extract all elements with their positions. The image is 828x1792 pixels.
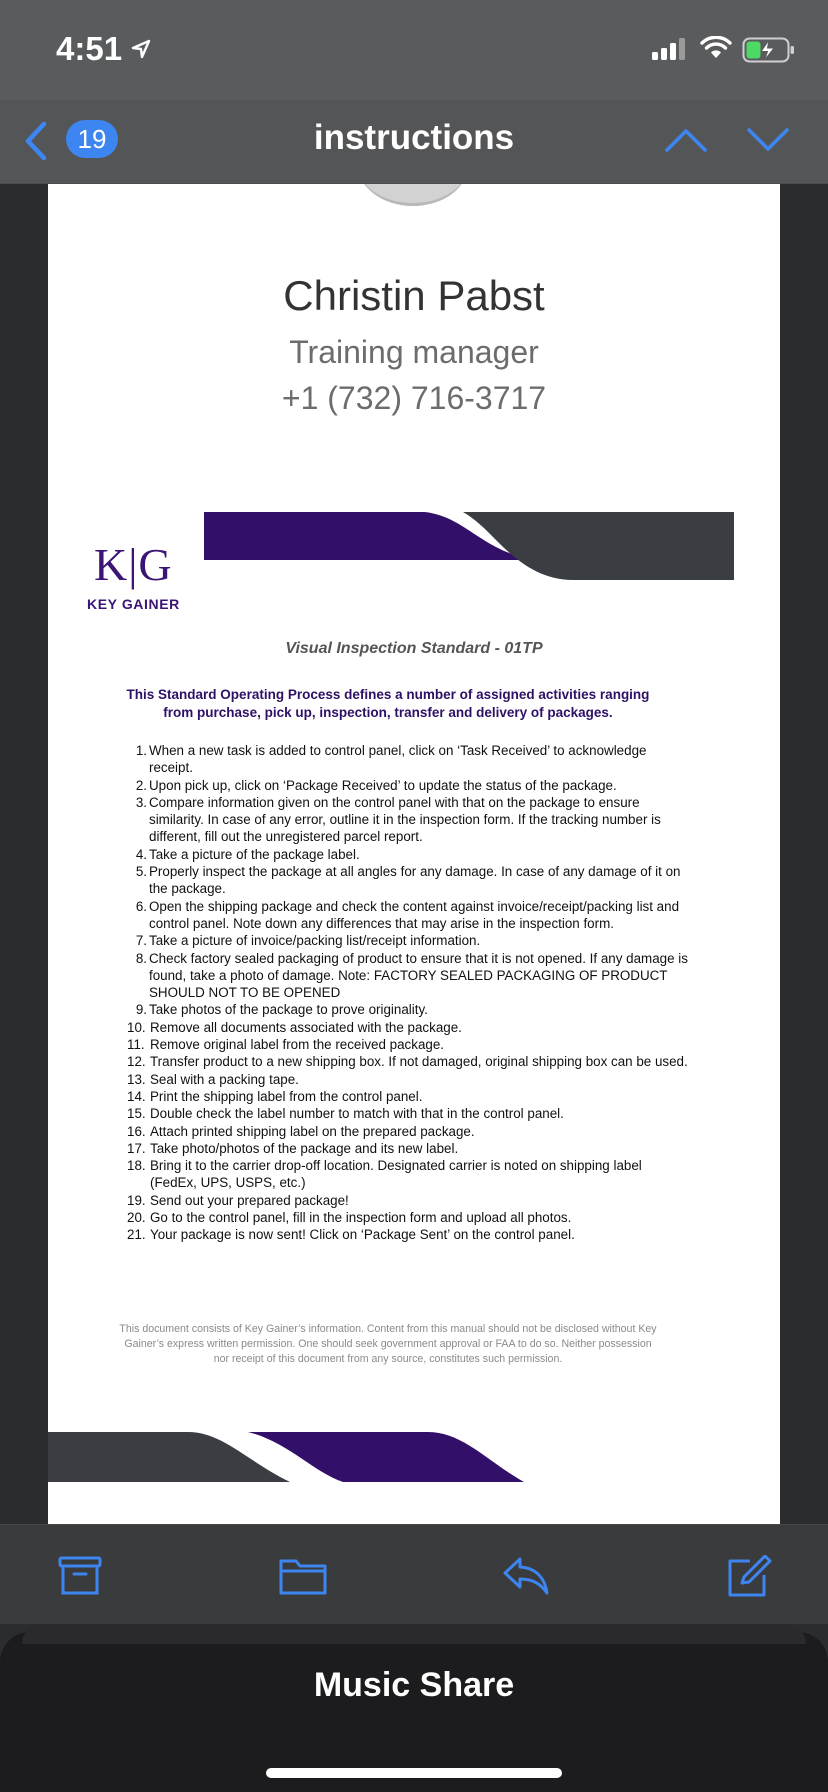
- document-title: Visual Inspection Standard - 01TP: [285, 640, 543, 657]
- list-item: 3. Compare information given on the control panel with that on the package to ensure similarity. In case of any error, outline it in the inspection form. If the tracking number is different, fill out the unregistered parcel report.: [135, 794, 661, 845]
- battery-charging-icon: [742, 37, 796, 63]
- list-item: 9. Take photos of the package to prove originality.: [135, 1002, 428, 1018]
- navigation-bar: [0, 100, 828, 184]
- list-item: 20. Go to the control panel, fill in the inspection form and upload all photos.: [127, 1210, 572, 1226]
- list-item: 13. Seal with a packing tape.: [127, 1071, 299, 1087]
- list-item: 17. Take photo/photos of the package and its new label.: [127, 1140, 459, 1156]
- sheet-stack-edge: [22, 1624, 806, 1644]
- instruction-steps: [129, 742, 689, 1244]
- compose-icon[interactable]: [726, 1555, 772, 1599]
- footer-banner: [48, 1432, 780, 1492]
- reply-icon[interactable]: [502, 1555, 550, 1597]
- folder-icon[interactable]: [278, 1555, 328, 1597]
- list-item: 10. Remove all documents associated with the package.: [127, 1019, 462, 1035]
- music-share-sheet[interactable]: [0, 1632, 828, 1792]
- list-item: 18. Bring it to the carrier drop-off location. Designated carrier is noted on shipping label (FedEx, UPS, USPS, etc.): [127, 1158, 642, 1191]
- list-item: 19. Send out your prepared package!: [127, 1192, 349, 1208]
- list-item: 7. Take a picture of invoice/packing list/receipt information.: [135, 933, 481, 949]
- list-item: 15. Double check the label number to match with that in the control panel.: [127, 1106, 564, 1122]
- signature-phone[interactable]: +1 (732) 716-3717: [281, 380, 547, 416]
- wifi-icon: [700, 36, 732, 60]
- document-disclaimer: This document consists of Key Gainer’s information. Content from this manual should not be disclosed without Key Gainer’s express written permission. One should seek government approval or FAA to do so. Neither possession nor receipt of this document from any source, constitutes such permission.: [119, 1323, 657, 1365]
- signature-role: Training manager: [289, 334, 539, 370]
- list-item: 14. Print the shipping label from the control panel.: [127, 1088, 423, 1104]
- location-arrow-icon: [130, 38, 152, 60]
- page-title: instructions: [313, 118, 515, 157]
- status-bar: [0, 0, 828, 100]
- message-count-badge[interactable]: 19: [66, 120, 118, 158]
- list-item: 8. Check factory sealed packaging of product to ensure that it is not opened. If any damage is found, take a photo of damage. Note: FACTORY SEALED PACKAGING OF PRODUCT SHOULD NOT TO BE OPENED: [135, 950, 688, 1001]
- list-item: 5. Properly inspect the package at all angles for any damage. In case of any damage of it on the package.: [135, 864, 681, 897]
- list-item: 2. Upon pick up, click on ‘Package Received’ to update the status of the package.: [135, 777, 617, 793]
- avatar: [358, 184, 468, 206]
- key-gainer-logo-text: KEY GAINER: [87, 596, 180, 612]
- list-item: 21. Your package is now sent! Click on ‘Package Sent’ on the control panel.: [127, 1227, 575, 1243]
- list-item: 11. Remove original label from the received package.: [127, 1037, 445, 1053]
- archive-icon[interactable]: [58, 1555, 102, 1597]
- previous-message-icon[interactable]: [664, 126, 708, 154]
- document-intro: This Standard Operating Process defines a number of assigned activities ranging from purchase, pick up, inspection, transfer and delivery of packages.: [126, 687, 650, 720]
- cellular-signal-icon: [652, 38, 688, 60]
- next-message-icon[interactable]: [746, 126, 790, 154]
- list-item: 16. Attach printed shipping label on the prepared package.: [127, 1123, 475, 1139]
- list-item: 12. Transfer product to a new shipping box. If not damaged, original shipping box can be used.: [127, 1054, 688, 1070]
- music-share-label[interactable]: Music Share: [313, 1666, 515, 1704]
- home-indicator[interactable]: [266, 1768, 562, 1778]
- list-item: 4. Take a picture of the package label.: [135, 846, 360, 862]
- list-item: 6. Open the shipping package and check the content against invoice/receipt/packing list and control panel. Note down any differences that may arise in the inspection form.: [135, 898, 680, 931]
- list-item: 1. When a new task is added to control panel, click on ‘Task Received’ to acknowledge receipt.: [135, 743, 647, 776]
- status-time: 4:51: [56, 30, 123, 67]
- key-gainer-logo-mark: K|G: [94, 539, 173, 590]
- document-page: [48, 184, 780, 1524]
- signature-name: Christin Pabst: [283, 272, 545, 319]
- mail-toolbar: [0, 1524, 828, 1624]
